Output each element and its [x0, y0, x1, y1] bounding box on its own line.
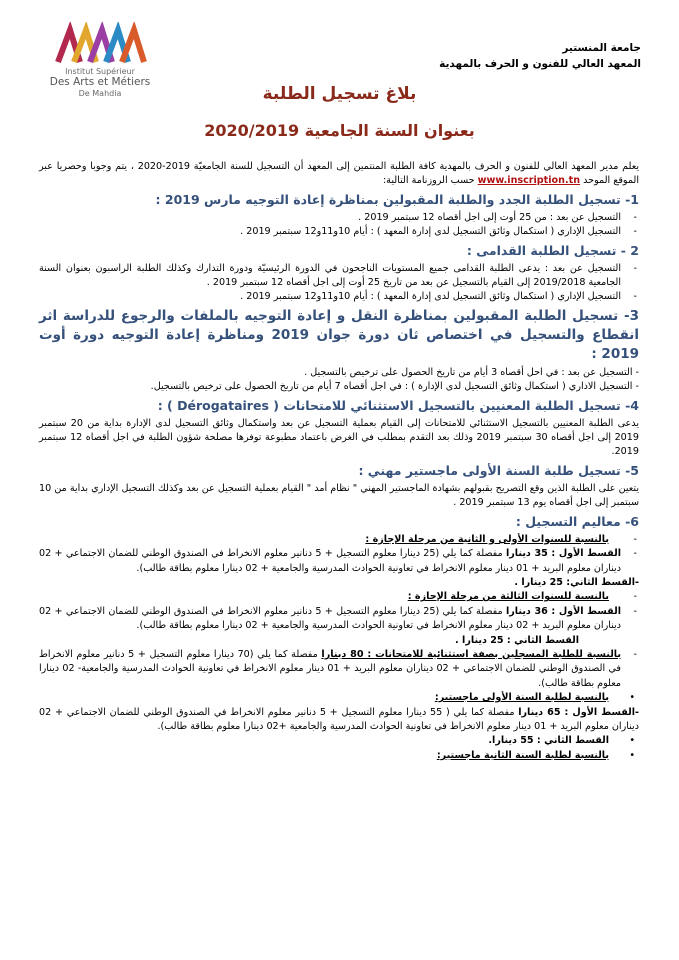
- institution-header: [439, 40, 641, 72]
- section-4-heading: 4- تسجيل الطلبة المعنيين بالتسجيل الاستثنائي للامتحانات ( Dérogataires ) :: [157, 397, 639, 413]
- fees-group-e-title: • بالنسبة لطلبة السنة الثانية ماجستير:: [39, 749, 639, 763]
- page-title: بلاغ تسجيل الطلبة: [262, 84, 417, 104]
- fees-group-a-title: - بالنسبة للسنوات الأولى و الثانية من مرحلة الإجازة :: [39, 533, 639, 547]
- section-2-item-2: - التسجيل الإداري ( استكمال وثائق التسجيل لدى إدارة المعهد ) : أيام 10و11و12 سبتمبر 2019 .: [39, 290, 639, 304]
- section-1-item-2: - التسجيل الإداري ( استكمال وثائق التسجيل لدى إدارة المعهد ) : أيام 10و11و12 سبتمبر 2019 .: [39, 225, 639, 239]
- page-subtitle: بعنوان السنة الجامعية 2020/2019: [204, 121, 475, 140]
- logo-line-1: Institut Supérieur: [65, 67, 135, 76]
- institute-name: المعهد العالي للفنون و الحرف بالمهدية: [439, 58, 641, 70]
- section-1-item-1: - التسجيل عن بعد : من 25 أوت إلى اجل أقصاه 12 سبتمبر 2019 .: [39, 211, 639, 225]
- fees-group-d-installment-2: • القسط الثاني : 55 دينارا.: [39, 734, 639, 748]
- section-5-heading: 5- تسجيل طلبة السنة الأولى ماجستير مهني :: [358, 462, 639, 478]
- logo-mark-icon: [40, 22, 160, 68]
- section-5-text: يتعين على الطلبة الذين وقع التصريح بقبولهم بشهادة الماجستير المهني " نظام أمد " القيام بعملية التسجيل عن بعد وكذلك التسجيل الإداري بداية من 10 سبتمبر إلى اجل أقصاه يوم 13 سبتمبر 2019 .: [39, 482, 639, 509]
- fees-group-b-installment-2: القسط الثاني : 25 دينارا .: [455, 634, 579, 646]
- section-1-heading: 1- تسجيل الطلبة الجدد والطلبة المقبولين بمناظرة إعادة التوجيه مارس 2019 :: [155, 191, 639, 207]
- fees-group-a-installment-2: -القسط الثاني: 25 دينارا .: [514, 576, 639, 588]
- fees-group-c: - بالنسبة للطلبة المسجلين بصفة استثنائية للامتحانات : 80 دينارا مفصلة كما يلي (70 دينارا معلوم التسجيل + 5 دنانير معلوم الانخراط في الصندوق الوطني للضمان الاجتماعي + 02 ديناران معلوم البريد + 01 دينار معلوم الانخراط في تعاونية الحوادث المدرسية والجامعية- 02 دينارا معلوم بطاقة طالب).: [39, 648, 639, 691]
- section-6-heading: 6- معاليم التسجيل :: [515, 513, 639, 529]
- section-3-item-2: - التسجيل الاداري ( استكمال وثائق التسجيل لدى الإدارة ) : في اجل أقصاه 7 أيام من تاريخ الحصول على ترخيص بالتسجيل.: [150, 381, 639, 393]
- fees-group-d-title: • بالنسبة لطلبة السنة الأولى ماجستير:: [39, 691, 639, 705]
- intro-text: يعلم مدير المعهد العالي للفنون و الحرف بالمهدية كافة الطلبة المنتمين إلى المعهد أن التسجيل للسنة الجامعيّة 2019-2020 ، يتم وجوبا وحصريا عبر الموقع الموحد: [39, 161, 639, 187]
- fees-group-b-title: - بالنسبة للسنوات الثالثة من مرحلة الإجازة :: [39, 590, 639, 604]
- section-2-heading: 2 - تسجيل الطلبة القدامى :: [466, 242, 639, 258]
- section-4-text: يدعى الطلبة المعنيين بالتسجيل الاستثنائي للامتحانات إلى القيام بعملية التسجيل عن بعد واستكمال وثائق التسجيل لدى الإدارة بداية من 20 سبتمبر 2019 إلى اجل أقصاه 30 سبتمبر 2019 وذلك بعد التقدم بمطلب في الغرض باعتماد مطبوعة توفرها مصلحة شؤون الطلبة في اجل أقصاه 12 سبتمبر 2019.: [39, 417, 639, 458]
- fees-group-d-installment-1: -القسط الأول : 65 دينارا مفصلة كما يلي ( 55 دينارا معلوم التسجيل + 5 دنانير معلوم الانخراط في الصندوق الوطني للضمان الاجتماعي + 02 ديناران معلوم البريد + 01 دينار معلوم الانخراط في تعاونية الحوادث المدرسية والجامعية +02 دينارا معلوم بطاقة طالب).: [39, 706, 640, 732]
- notice-body: [39, 160, 639, 763]
- intro-tail: حسب الروزنامة التالية:: [382, 175, 475, 187]
- section-2-item-1: - التسجيل عن بعد : يدعى الطلبة القدامى جميع المستويات الناجحون في الدورة الرئيسيّة ودورة التدارك وكذلك الطلبة الراسبون بعنوان السنة الجامعية 2019/2018 إلى القيام بالتسجيل عن بعد من تاريخ 25 أوت إلى اجل أقصاه 12 سبتمبر 2019 .: [39, 262, 639, 291]
- logo-line-2: Des Arts et Métiers: [49, 76, 151, 88]
- fees-group-a-installment-1: - القسط الأول : 35 دينارا مفصلة كما يلي (25 دينارا معلوم التسجيل + 5 دنانير معلوم الانخراط في الصندوق الوطني للضمان الاجتماعي + 02 ديناران معلوم البريد + 01 دينار معلوم الانخراط في تعاونية الحوادث المدرسية والجامعية + 02 دينارا معلوم بطاقة طالب).: [39, 547, 639, 576]
- intro-paragraph: [39, 160, 639, 189]
- fees-group-b-installment-1: - القسط الأول : 36 دينارا مفصلة كما يلي (25 دينارا معلوم التسجيل + 5 دنانير معلوم الانخراط في الصندوق الوطني للضمان الاجتماعي + 02 ديناران معلوم البريد + 02 دينار معلوم الانخراط في تعاونية الحوادث المدرسية والجامعية + 02 دينارا معلوم بطاقة طالب).: [39, 605, 639, 634]
- logo-line-3: De Mahdia: [78, 89, 122, 98]
- registration-link[interactable]: www.inscription.tn: [477, 175, 581, 187]
- section-3-heading: 3- تسجيل الطلبة المقبولين بمناظرة النقل و إعادة التوجيه بالملفات والرجوع للدراسة اثر انقطاع والتسجيل في اختصاص ثان دورة جوان 2019 ومناظرة إعادة التوجيه دورة أوت 2019 :: [39, 307, 640, 362]
- section-3-item-1: - التسجيل عن بعد : في احل أقصاه 3 أيام من تاريخ الحصول على ترخيص بالتسجيل .: [304, 366, 639, 378]
- university-name: جامعة المنستير: [562, 42, 641, 54]
